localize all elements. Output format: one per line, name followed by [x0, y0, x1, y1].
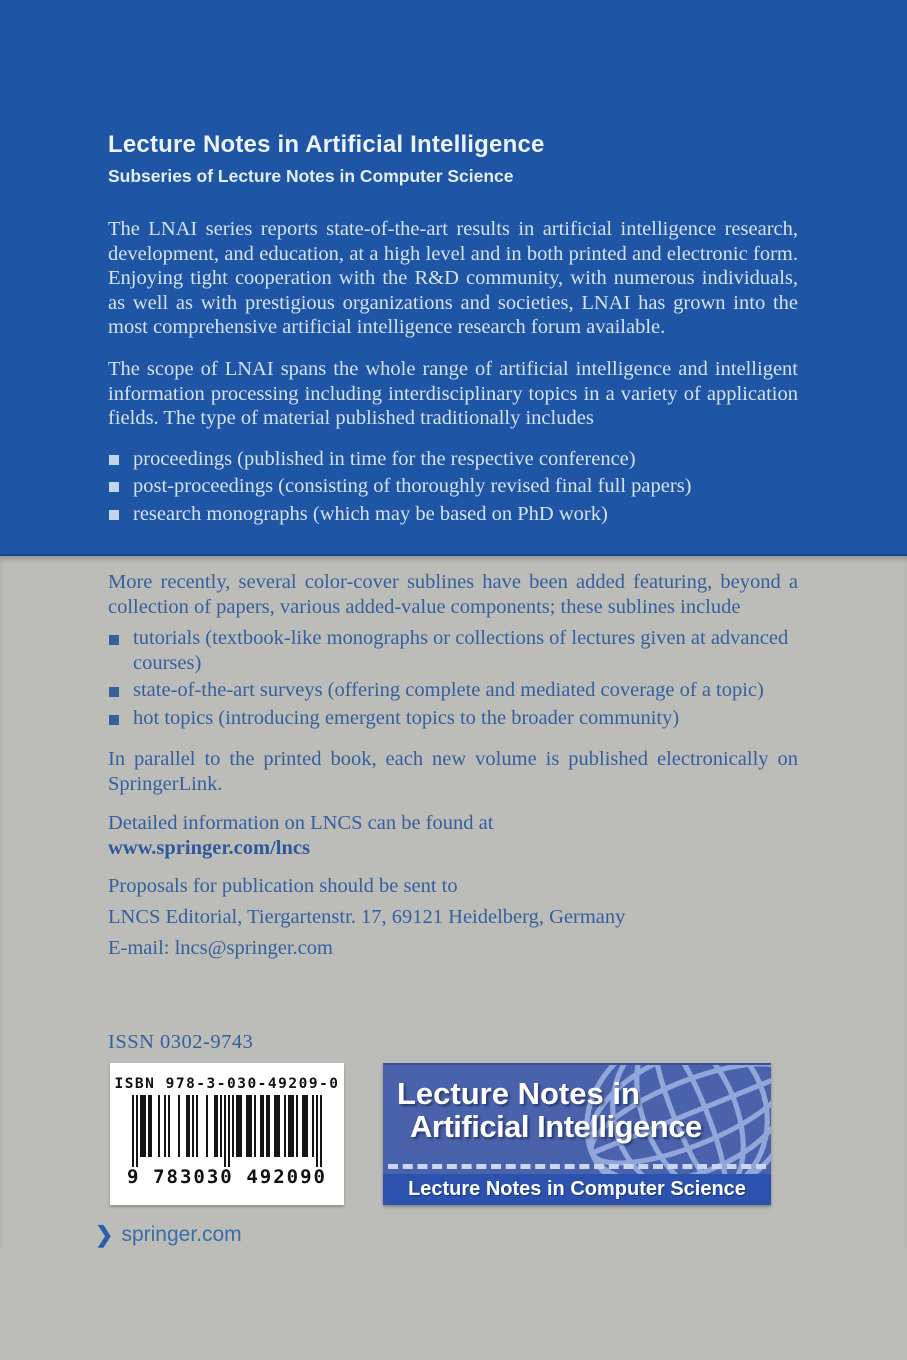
barcode-digit-group: 492090 — [246, 1165, 327, 1188]
barcode-digits — [127, 1166, 327, 1188]
intro-paragraph-2: The scope of LNAI spans the whole range of artificial intelligence and intelligent information processing including interdisciplinary topics in a variety of application fields. The type of material published traditionally includes — [108, 357, 798, 430]
lnai-logo-line1: Lecture Notes in — [397, 1075, 640, 1111]
list-item: post-proceedings (consisting of thoroughly revised final full papers) — [108, 473, 798, 500]
springer-logo — [95, 1222, 798, 1248]
lncs-strip: Lecture Notes in Computer Science — [383, 1174, 771, 1205]
bottom-logos-row — [110, 1063, 798, 1205]
electronic-paragraph: In parallel to the printed book, each new volume is published electronically on SpringerLink. — [108, 748, 798, 796]
lnai-logo-title — [383, 1065, 771, 1143]
dashed-divider — [388, 1164, 766, 1169]
gray-info-panel — [0, 556, 907, 1248]
issn-number: ISSN 0302-9743 — [108, 1030, 254, 1053]
isbn-barcode — [110, 1063, 344, 1205]
blue-series-panel — [0, 0, 907, 556]
editorial-email: E-mail: lncs@springer.com — [108, 937, 333, 959]
isbn-label: ISBN 978-3-030-49209-0 — [114, 1075, 340, 1092]
proposals-line: Proposals for publication should be sent to — [108, 875, 458, 898]
barcode-digit-group: 783030 — [153, 1165, 234, 1188]
list-item: tutorials (textbook-like monographs or collections of lectures given at advanced courses) — [108, 626, 798, 677]
sublines-paragraph: More recently, several color-cover sublines have been added featuring, beyond a collection of papers, various added-value components; these sublines include — [108, 571, 798, 618]
list-item: hot topics (introducing emergent topics to the broader community) — [108, 706, 798, 731]
ean-barcode-bars — [127, 1095, 327, 1167]
list-item: research monographs (which may be based on PhD work) — [108, 501, 798, 528]
series-subtitle: Subseries of Lecture Notes in Computer Science — [108, 166, 514, 186]
lncs-info-line: Detailed information on LNCS can be found at — [108, 811, 494, 834]
lnai-logo-line2: Artificial Intelligence — [410, 1108, 702, 1144]
list-item: state-of-the-art surveys (offering complete and mediated coverage of a topic) — [108, 678, 798, 703]
intro-paragraph-1: The LNAI series reports state-of-the-art results in artificial intelligence research, development, and education, at a high level and in both printed and electronic form. Enjoying tight cooperation with the R&D community, with numerous individuals, as well as with prestigious organizations and societies, LNAI has grown into the most comprehensive artificial intelligence research forum available. — [108, 218, 798, 339]
series-title: Lecture Notes in Artificial Intelligence — [108, 131, 545, 158]
springer-com-label[interactable]: springer.com — [121, 1222, 242, 1246]
barcode-digit-group: 9 — [127, 1165, 141, 1188]
chevron-right-icon: ❯ — [95, 1221, 114, 1247]
list-item: proceedings (published in time for the respective conference) — [108, 446, 798, 473]
springer-lncs-link[interactable]: www.springer.com/lncs — [108, 836, 310, 859]
sublines-list — [108, 626, 798, 732]
material-types-list — [108, 446, 798, 528]
editorial-address: LNCS Editorial, Tiergartenstr. 17, 69121 Heidelberg, Germany — [108, 906, 626, 929]
lnai-logo — [383, 1063, 771, 1205]
